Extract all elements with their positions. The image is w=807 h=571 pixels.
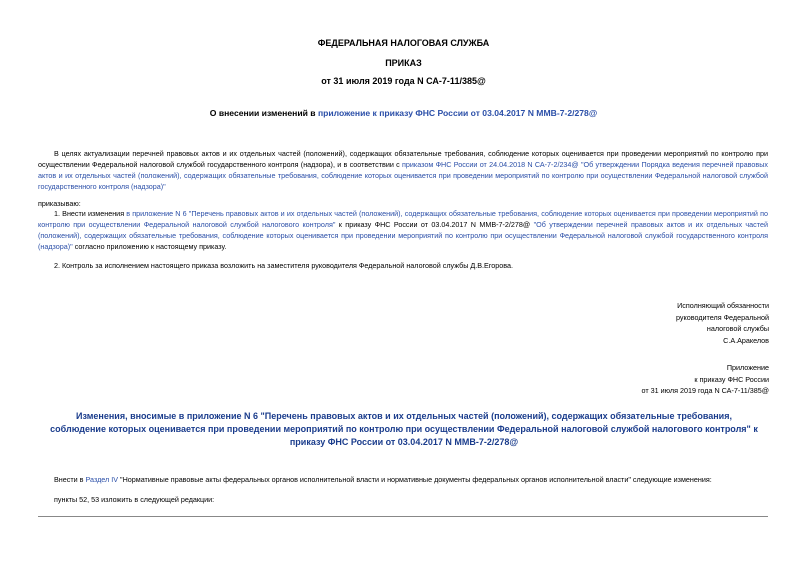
order-subject (0, 108, 807, 118)
changes-text: Внести в (54, 475, 86, 484)
signature-line: руководителя Федеральной (676, 312, 769, 322)
orders-word: приказываю: (38, 199, 81, 208)
item-1 (38, 208, 768, 252)
signature-line: налоговой службы (706, 324, 769, 333)
intro-link[interactable]: приказом ФНС России от 24.04.2018 N СА-7-2/234@ "Об утверждении Порядка ведения перечней правовых актов и их отдельных частей (положений), содержащих обязательные требования, соблюдение которых оценивается при проведении мероприятий по контролю при осуществлении Федеральной налоговой службой государственного контроля (надзора)" (38, 160, 768, 191)
signature-line: Исполняющий обязанности (677, 301, 769, 310)
changes-text-2: "Нормативные правовые акты федеральных органов исполнительной власти и нормативные документы федеральных органов исполнительной власти" следующие изменения: (118, 475, 712, 484)
signatory-name: С.А.Аракелов (723, 335, 769, 345)
agency-title: ФЕДЕРАЛЬНАЯ НАЛОГОВАЯ СЛУЖБА (317, 38, 490, 48)
intro-paragraph (38, 148, 768, 192)
item-1-text-2: к приказу ФНС России от 03.04.2017 N ММВ-7-2/278@ (335, 220, 534, 229)
appendix-block (642, 362, 769, 397)
points-text: пункты 52, 53 изложить в следующей редакции: (54, 495, 215, 504)
document-type: ПРИКАЗ (385, 58, 422, 68)
intro-text: В целях актуализации перечней правовых актов и их отдельных частей (положений), содержащих обязательные требования, соблюдение которых оценивается при проведении мероприятий по контролю при осуществлении Федеральной налоговой службой государственного контроля (надзора), и в соответствии с (38, 149, 768, 169)
item-1-appendix-link[interactable]: в приложение N 6 "Перечень правовых актов и их отдельных частей (положений), содержащих обязательные требования, соблюдение которых оценивается при проведении мероприятий по контролю при осуществлении Федеральной налоговой службой налогового контроля" (38, 209, 768, 229)
item-1-text-3: согласно приложению к настоящему приказу. (72, 242, 227, 251)
item-2: 2. Контроль за исполнением настоящего приказа возложить на заместителя руководителя Федеральной налоговой службы Д.В.Егорова. (54, 261, 514, 270)
appendix-line: Приложение (726, 363, 769, 372)
section-iv-link[interactable]: Раздел IV (85, 475, 119, 484)
changes-paragraph (54, 474, 768, 485)
order-date-number: от 31 июля 2019 года N СА-7-11/385@ (321, 76, 486, 86)
changes-title: Изменения, вносимые в приложение N 6 "Перечень правовых актов и их отдельных частей (положений), содержащих обязательные требования, соблюдение которых оценивается при проведении мероприятий по контролю при осуществлении Федеральной налоговой службой налогового контроля" к приказу ФНС России от 03.04.2017 N ММВ-7-2/278@ (50, 411, 758, 447)
item-1-text: 1. Внести изменения (54, 209, 127, 218)
appendix-line: к приказу ФНС России (694, 374, 769, 384)
appendix-line: от 31 июля 2019 года N СА-7-11/385@ (641, 386, 769, 395)
subject-prefix: О внесении изменений в (209, 108, 318, 118)
signature-block (676, 300, 769, 346)
subject-link[interactable]: приложение к приказу ФНС России от 03.04.2017 N ММВ-7-2/278@ (317, 108, 598, 118)
divider (38, 516, 768, 517)
item-1-order-link[interactable]: "Об утверждении перечней правовых актов и их отдельных частей (положений), содержащих обязательные требования, соблюдение которых оценивается при проведении мероприятий по контролю при осуществлении Федеральной налоговой службой государственного контроля (надзора)" (38, 220, 768, 251)
